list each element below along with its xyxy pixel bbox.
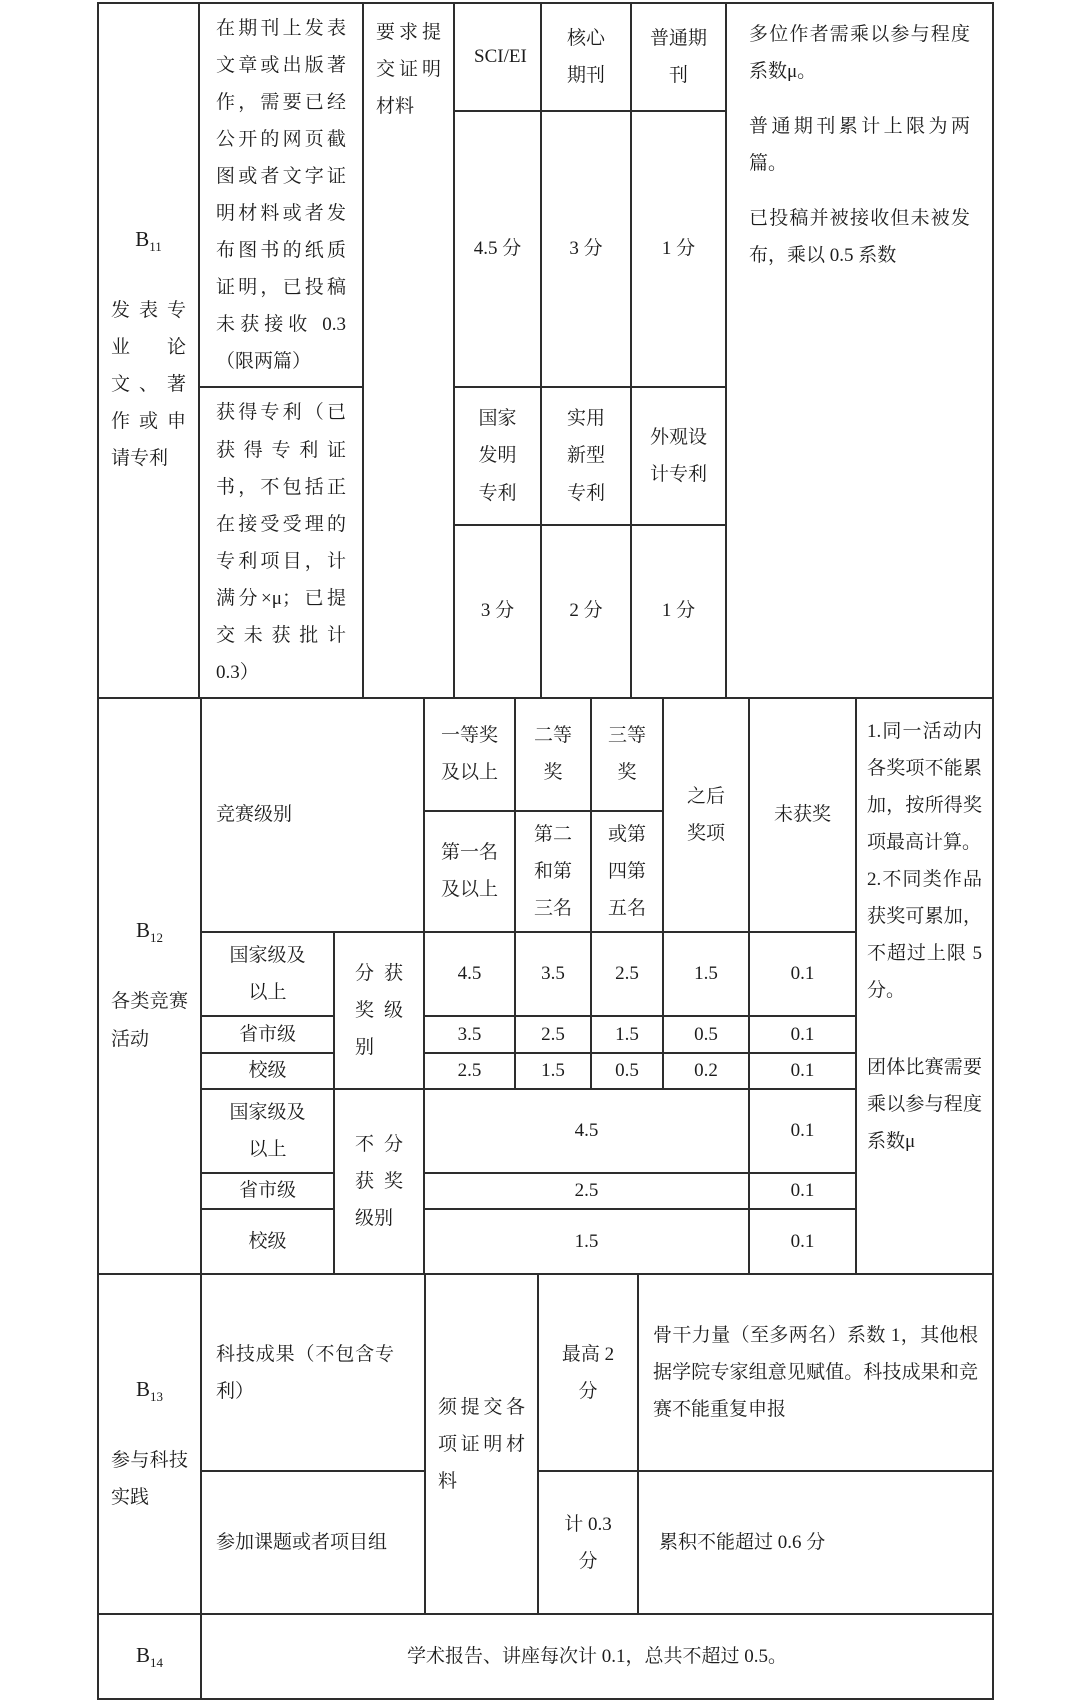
score-cell-merged: 1.5 [424,1209,749,1274]
b11-note-ordinary-limit: 普通期刊累计上限为两篇。 [749,116,970,175]
score-cell: 4.5 [424,932,515,1016]
b13-note-backbone: 骨干力量（至多两名）系数 1，其他根据学院专家组意见赋值。科技成果和竞赛不能重复申报 [638,1274,993,1471]
score-cell: 1.5 [515,1053,591,1089]
tier-first-prize-header: 一等奖及以上 [424,698,515,811]
score-cell: 0.2 [663,1053,749,1089]
b12-note-different-works: 2.不同类作品获奖可累加，不超过上限 5 分。 [867,869,983,1002]
tier-third-prize-header: 三等奖 [591,698,663,811]
score-cell: 1 分 [631,525,726,698]
score-cell: 0.1 [749,1173,856,1209]
score-cell: 3 分 [541,111,631,388]
scoring-table [97,2,994,1700]
score-cell-merged: 4.5 [424,1089,749,1173]
b12-section-table [97,697,994,1275]
b11-id-cell [98,3,199,698]
b12-category-label: 各类竞赛活动 [111,991,188,1050]
b11-journal-description-cell: 在期刊上发表文章或出版著作，需要已经公开的网页截图或者文字证明材料或者发布图书的纸质证明，已投稿未获接收 0.3（限两篇） [199,3,363,387]
score-cell: 1.5 [663,932,749,1016]
score-cell: 1 分 [631,111,726,388]
b11-note-accepted: 已投稿并被接收但未被发布，乘以 0.5 系数 [749,208,970,267]
level-label: 省市级 [201,1016,334,1053]
b12-id-cell [98,698,201,1274]
score-cell: 计 0.3 分 [538,1471,638,1614]
score-cell: 2.5 [591,932,663,1016]
score-cell-merged: 2.5 [424,1173,749,1209]
b12-note-same-activity: 1.同一活动内各奖项不能累加，按所得奖项最高计算。 [867,720,983,853]
score-cell: 4.5 分 [454,111,541,388]
score-cell: 0.1 [749,932,856,1016]
b12-header-row-top [98,698,993,811]
level-label: 省市级 [201,1173,334,1209]
tier-no-award-header: 未获奖 [749,698,856,932]
b13-category-label: 参与科技实践 [111,1449,188,1508]
b13-item-project: 参加课题或者项目组 [201,1471,425,1614]
b13-id: $B_{13}$ [135,1376,163,1404]
competition-level-header: 竞赛级别 [201,698,424,932]
b14-row [98,1614,993,1699]
b11-notes-cell [726,3,993,698]
score-cell: 3.5 [424,1016,515,1053]
score-cell: 0.5 [591,1053,663,1089]
b13-achievements-row [98,1274,993,1471]
journal-type-sci-ei: SCI/EI [454,3,541,111]
score-cell: 2.5 [424,1053,515,1089]
b13-id-cell [98,1274,201,1614]
tier-first-place-header: 第一名及以上 [424,811,515,932]
journal-type-core: 核心期刊 [541,3,631,111]
score-cell: 3 分 [454,525,541,698]
b11-note-authors: 多位作者需乘以参与程度系数μ。 [749,24,970,83]
b13-requirement-cell: 须提交各项证明材料 [425,1274,538,1614]
level-label: 国家级及以上 [201,1089,334,1173]
b11-category-label: 发表专业论文、著作或申请专利 [111,300,186,470]
b14-id-cell [98,1614,201,1699]
b14-id: $B_{14}$ [135,1643,163,1671]
b14-text-cell: 学术报告、讲座每次计 0.1，总共不超过 0.5。 [201,1614,993,1699]
score-cell: 最高 2 分 [538,1274,638,1471]
b11-requirement-cell: 要求提交证明材料 [363,3,454,698]
b12-notes-cell [856,698,993,1274]
patent-type-utility: 实用新型专利 [541,387,631,524]
score-cell: 2 分 [541,525,631,698]
b13-section-table [97,1273,994,1615]
patent-type-design: 外观设计专利 [631,387,726,524]
b13-project-row [98,1471,993,1614]
b11-id: $B_{11}$ [135,227,162,255]
tier-second-prize-header: 二等奖 [515,698,591,811]
tier-fourth-fifth-place-header: 或第四第五名 [591,811,663,932]
b12-note-team: 团体比赛需要乘以参与程度系数μ [867,1057,983,1153]
b11-patent-description-cell: 获得专利（已获得专利证书，不包括正在接受受理的专利项目，计满分×μ；已提交未获批计 0.3） [199,387,363,697]
score-cell: 1.5 [591,1016,663,1053]
graded-awards-label: 分获奖级别 [334,932,424,1089]
journal-type-ordinary: 普通期刊 [631,3,726,111]
score-cell: 0.5 [663,1016,749,1053]
b11-section-table [97,2,994,699]
score-cell: 2.5 [515,1016,591,1053]
level-label: 国家级及以上 [201,932,334,1016]
score-cell: 0.1 [749,1016,856,1053]
level-label: 校级 [201,1053,334,1089]
b13-note-cumulative: 累积不能超过 0.6 分 [638,1471,993,1614]
tier-after-header: 之后奖项 [663,698,749,932]
score-cell: 3.5 [515,932,591,1016]
score-cell: 0.1 [749,1209,856,1274]
b11-journal-header-row [98,3,993,111]
ungraded-awards-label: 不分获奖级别 [334,1089,424,1274]
tier-second-third-place-header: 第二和第三名 [515,811,591,932]
score-cell: 0.1 [749,1089,856,1173]
score-cell: 0.1 [749,1053,856,1089]
b14-section-table [97,1613,994,1700]
b12-id: $B_{12}$ [135,918,163,946]
level-label: 校级 [201,1209,334,1274]
b13-item-achievements: 科技成果（不包含专利） [201,1274,425,1471]
patent-type-invention: 国家发明专利 [454,387,541,524]
